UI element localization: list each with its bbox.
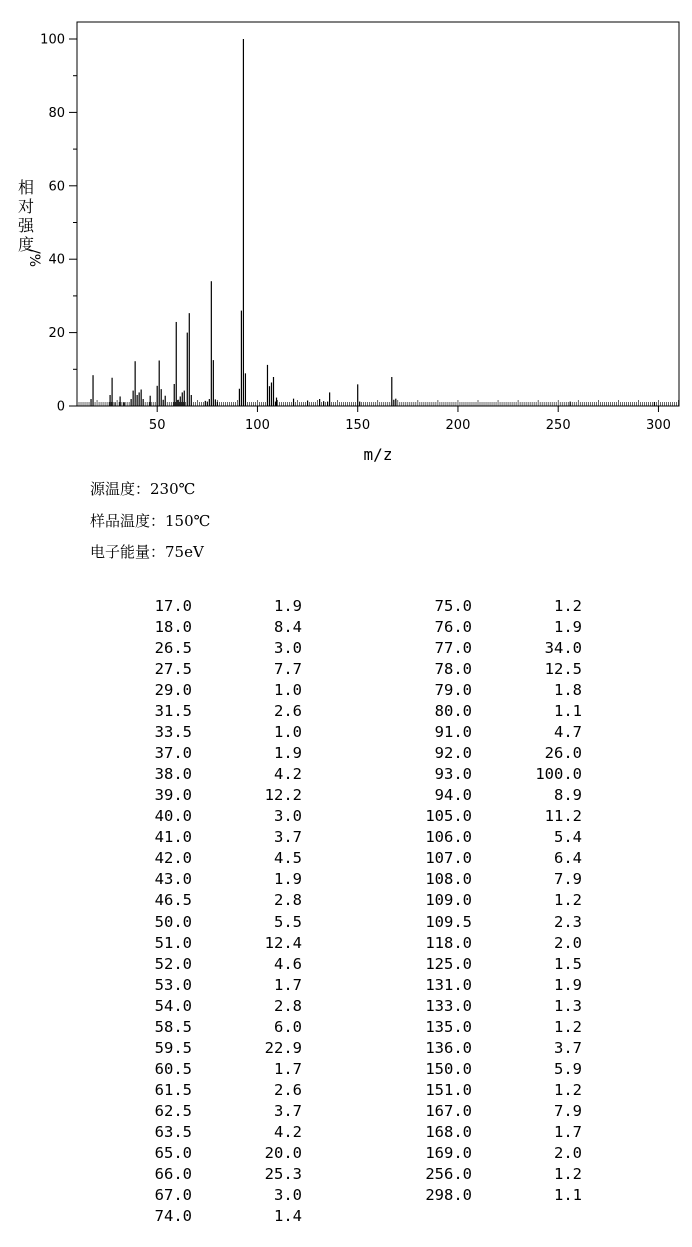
x-tick-label: 150: [345, 418, 371, 433]
condition-label: 源温度：: [90, 480, 151, 498]
peak-left-intensity: 1.0: [274, 681, 302, 700]
peak-right-mz: 75.0: [434, 597, 472, 615]
peak-left-intensity: 1.9: [274, 597, 302, 615]
peak-right-mz: 105.0: [425, 807, 472, 826]
peak-right-intensity: 1.1: [554, 1185, 582, 1204]
x-tick-label: 250: [545, 418, 571, 433]
peak-left-intensity: 8.4: [274, 618, 302, 636]
peak-right-mz: 80.0: [434, 702, 472, 721]
peak-left-intensity: 1.4: [274, 1206, 302, 1225]
peak-left-mz: 50.0: [154, 912, 192, 931]
y-axis-label-char: 对: [17, 197, 35, 216]
peak-right-intensity: 8.9: [554, 786, 582, 805]
peak-left-intensity: 22.9: [264, 1038, 302, 1057]
peak-left-mz: 74.0: [154, 1206, 192, 1225]
peak-left-intensity: 2.6: [274, 1080, 302, 1099]
y-axis-label-unit: /%: [26, 248, 42, 268]
x-axis: [149, 406, 671, 433]
peak-left-intensity: 7.7: [274, 660, 302, 679]
peak-left-mz: 37.0: [154, 744, 192, 763]
condition-label: 电子能量：: [90, 543, 166, 561]
peak-right-mz: 76.0: [434, 618, 472, 636]
y-tick-label: 80: [48, 105, 65, 121]
peak-left-mz: 42.0: [154, 849, 192, 868]
peak-right-mz: 298.0: [425, 1185, 472, 1204]
peak-right-intensity: 4.7: [554, 723, 582, 742]
peak-right-mz: 125.0: [425, 954, 472, 973]
peak-left-intensity: 2.8: [274, 996, 302, 1015]
condition-row: [90, 478, 195, 499]
peak-left-intensity: 3.0: [274, 1185, 302, 1204]
peak-left-intensity: 1.0: [274, 723, 302, 742]
peak-left-intensity: 3.7: [274, 1101, 302, 1120]
y-axis-label-char: 强: [17, 216, 35, 235]
peak-right-mz: 77.0: [434, 639, 472, 658]
peak-right-mz: 135.0: [425, 1017, 472, 1036]
peak-left-mz: 18.0: [154, 618, 192, 636]
peak-right-mz: 169.0: [425, 1143, 472, 1162]
peak-left-mz: 38.0: [154, 765, 192, 784]
peak-left-mz: 63.5: [154, 1122, 192, 1141]
peak-right-intensity: 1.1: [554, 702, 582, 721]
peak-left-mz: 61.5: [154, 1080, 192, 1099]
peak-right-intensity: 1.9: [554, 618, 582, 636]
condition-label: 样品温度：: [90, 512, 166, 530]
peak-right-mz: 107.0: [425, 849, 472, 868]
peak-left-mz: 54.0: [154, 996, 192, 1015]
peak-left-mz: 66.0: [154, 1164, 192, 1183]
peak-right-intensity: 2.3: [554, 912, 582, 931]
y-axis-label: [18, 178, 42, 267]
peak-left-mz: 51.0: [154, 933, 192, 952]
peak-right-mz: 150.0: [425, 1059, 472, 1078]
peak-left-intensity: 3.7: [274, 828, 302, 847]
peak-left-intensity: 2.6: [274, 702, 302, 721]
peak-left-mz: 62.5: [154, 1101, 192, 1120]
y-tick-label: 0: [56, 399, 65, 415]
peak-right-intensity: 5.4: [554, 828, 582, 847]
peak-left-mz: 26.5: [154, 639, 192, 658]
condition-value: 150℃: [165, 512, 211, 530]
peak-left-mz: 59.5: [154, 1038, 192, 1057]
peak-right-mz: 92.0: [434, 744, 472, 763]
peak-left-intensity: 12.4: [264, 933, 302, 952]
peak-right-intensity: 1.7: [554, 1122, 582, 1141]
peak-right-mz: 94.0: [434, 786, 472, 805]
peak-right-intensity: 1.3: [554, 996, 582, 1015]
peak-right-mz: 167.0: [425, 1101, 472, 1120]
peak-left-mz: 33.5: [154, 723, 192, 742]
peak-right-mz: 78.0: [434, 660, 472, 679]
peak-left-mz: 53.0: [154, 975, 192, 994]
peak-left-intensity: 4.2: [274, 765, 302, 784]
peak-left-mz: 40.0: [154, 807, 192, 826]
peak-right-intensity: 12.5: [544, 660, 582, 679]
peak-right-intensity: 1.2: [554, 597, 582, 615]
peak-left-intensity: 20.0: [264, 1143, 302, 1162]
x-minor-tick-marks: [77, 400, 679, 406]
peak-left-mz: 60.5: [154, 1059, 192, 1078]
peak-left-intensity: 3.0: [274, 807, 302, 826]
mass-spectrum-chart: [0, 0, 692, 470]
peak-left-mz: 52.0: [154, 954, 192, 973]
peak-right-intensity: 1.5: [554, 954, 582, 973]
condition-value: 230℃: [150, 480, 196, 498]
peak-right-intensity: 1.2: [554, 1080, 582, 1099]
peak-left-mz: 65.0: [154, 1143, 192, 1162]
peak-left-mz: 46.5: [154, 891, 192, 910]
x-tick-label: 300: [646, 418, 671, 433]
peak-right-intensity: 1.2: [554, 1164, 582, 1183]
peak-right-intensity: 1.8: [554, 681, 582, 700]
peak-right-mz: 118.0: [425, 933, 472, 952]
peak-right-intensity: 1.2: [554, 891, 582, 910]
peak-right-mz: 91.0: [434, 723, 472, 742]
peak-right-intensity: 1.9: [554, 975, 582, 994]
peak-left-intensity: 4.5: [274, 849, 302, 868]
y-axis: [40, 33, 77, 415]
x-minor-ticks: [77, 400, 679, 406]
x-tick-label: 100: [245, 418, 270, 433]
y-tick-label: 60: [48, 179, 65, 195]
peak-right-intensity: 2.0: [554, 933, 582, 952]
peak-left-mz: 17.0: [154, 597, 192, 615]
peak-right-intensity: 2.0: [554, 1143, 582, 1162]
plot-frame: [77, 22, 679, 406]
peak-left-mz: 58.5: [154, 1017, 192, 1036]
peak-left-intensity: 25.3: [264, 1164, 302, 1183]
peak-right-intensity: 7.9: [554, 1101, 582, 1120]
peak-left-intensity: 2.8: [274, 891, 302, 910]
peak-left-intensity: 1.7: [274, 1059, 302, 1078]
y-tick-label: 100: [40, 32, 65, 48]
peak-left-intensity: 6.0: [274, 1017, 302, 1036]
peak-left-intensity: 3.0: [274, 639, 302, 658]
peak-right-mz: 131.0: [425, 975, 472, 994]
peak-left-intensity: 1.9: [274, 744, 302, 763]
peak-right-intensity: 100.0: [535, 765, 582, 784]
y-tick-label: 20: [48, 326, 65, 342]
peak-right-mz: 109.5: [425, 912, 472, 931]
peak-right-intensity: 34.0: [544, 639, 582, 658]
condition-value: 75eV: [165, 543, 204, 561]
peak-left-mz: 31.5: [154, 702, 192, 721]
peak-right-mz: 93.0: [434, 765, 472, 784]
x-tick-label: 50: [148, 418, 166, 433]
peak-left-mz: 43.0: [154, 870, 192, 889]
peak-right-mz: 108.0: [425, 870, 472, 889]
peak-left-intensity: 5.5: [274, 912, 302, 931]
peak-right-intensity: 6.4: [554, 849, 582, 868]
peak-left-intensity: 12.2: [264, 786, 302, 805]
peak-left-intensity: 4.6: [274, 954, 302, 973]
peak-right-intensity: 1.2: [554, 1017, 582, 1036]
peak-right-mz: 109.0: [425, 891, 472, 910]
x-tick-label: 200: [445, 418, 471, 433]
condition-row: [90, 510, 210, 531]
peak-right-mz: 133.0: [425, 996, 472, 1015]
peak-right-intensity: 26.0: [544, 744, 582, 763]
peak-left-mz: 39.0: [154, 786, 192, 805]
peak-right-mz: 106.0: [425, 828, 472, 847]
peak-left-intensity: 1.9: [274, 870, 302, 889]
peak-right-intensity: 5.9: [554, 1059, 582, 1078]
y-axis-label-char: 度: [17, 235, 35, 254]
peak-right-intensity: 7.9: [554, 870, 582, 889]
peak-right-intensity: 11.2: [544, 807, 582, 826]
peak-right-mz: 136.0: [425, 1038, 472, 1057]
spectrum-bars: [91, 39, 654, 406]
peak-left-mz: 67.0: [154, 1185, 192, 1204]
peak-right-intensity: 3.7: [554, 1038, 582, 1057]
peak-left-mz: 29.0: [154, 681, 192, 700]
peak-left-mz: 41.0: [154, 828, 192, 847]
y-axis-label-char: 相: [17, 178, 35, 197]
peak-right-mz: 79.0: [434, 681, 472, 700]
peak-left-intensity: 1.7: [274, 975, 302, 994]
y-tick-label: 40: [48, 252, 65, 268]
peak-left-intensity: 4.2: [274, 1122, 302, 1141]
peak-left-mz: 27.5: [154, 660, 192, 679]
peak-right-mz: 151.0: [425, 1080, 472, 1099]
peak-right-mz: 168.0: [425, 1122, 472, 1141]
peak-right-mz: 256.0: [425, 1164, 472, 1183]
condition-row: [90, 541, 204, 562]
x-axis-label: m/z: [363, 445, 393, 464]
